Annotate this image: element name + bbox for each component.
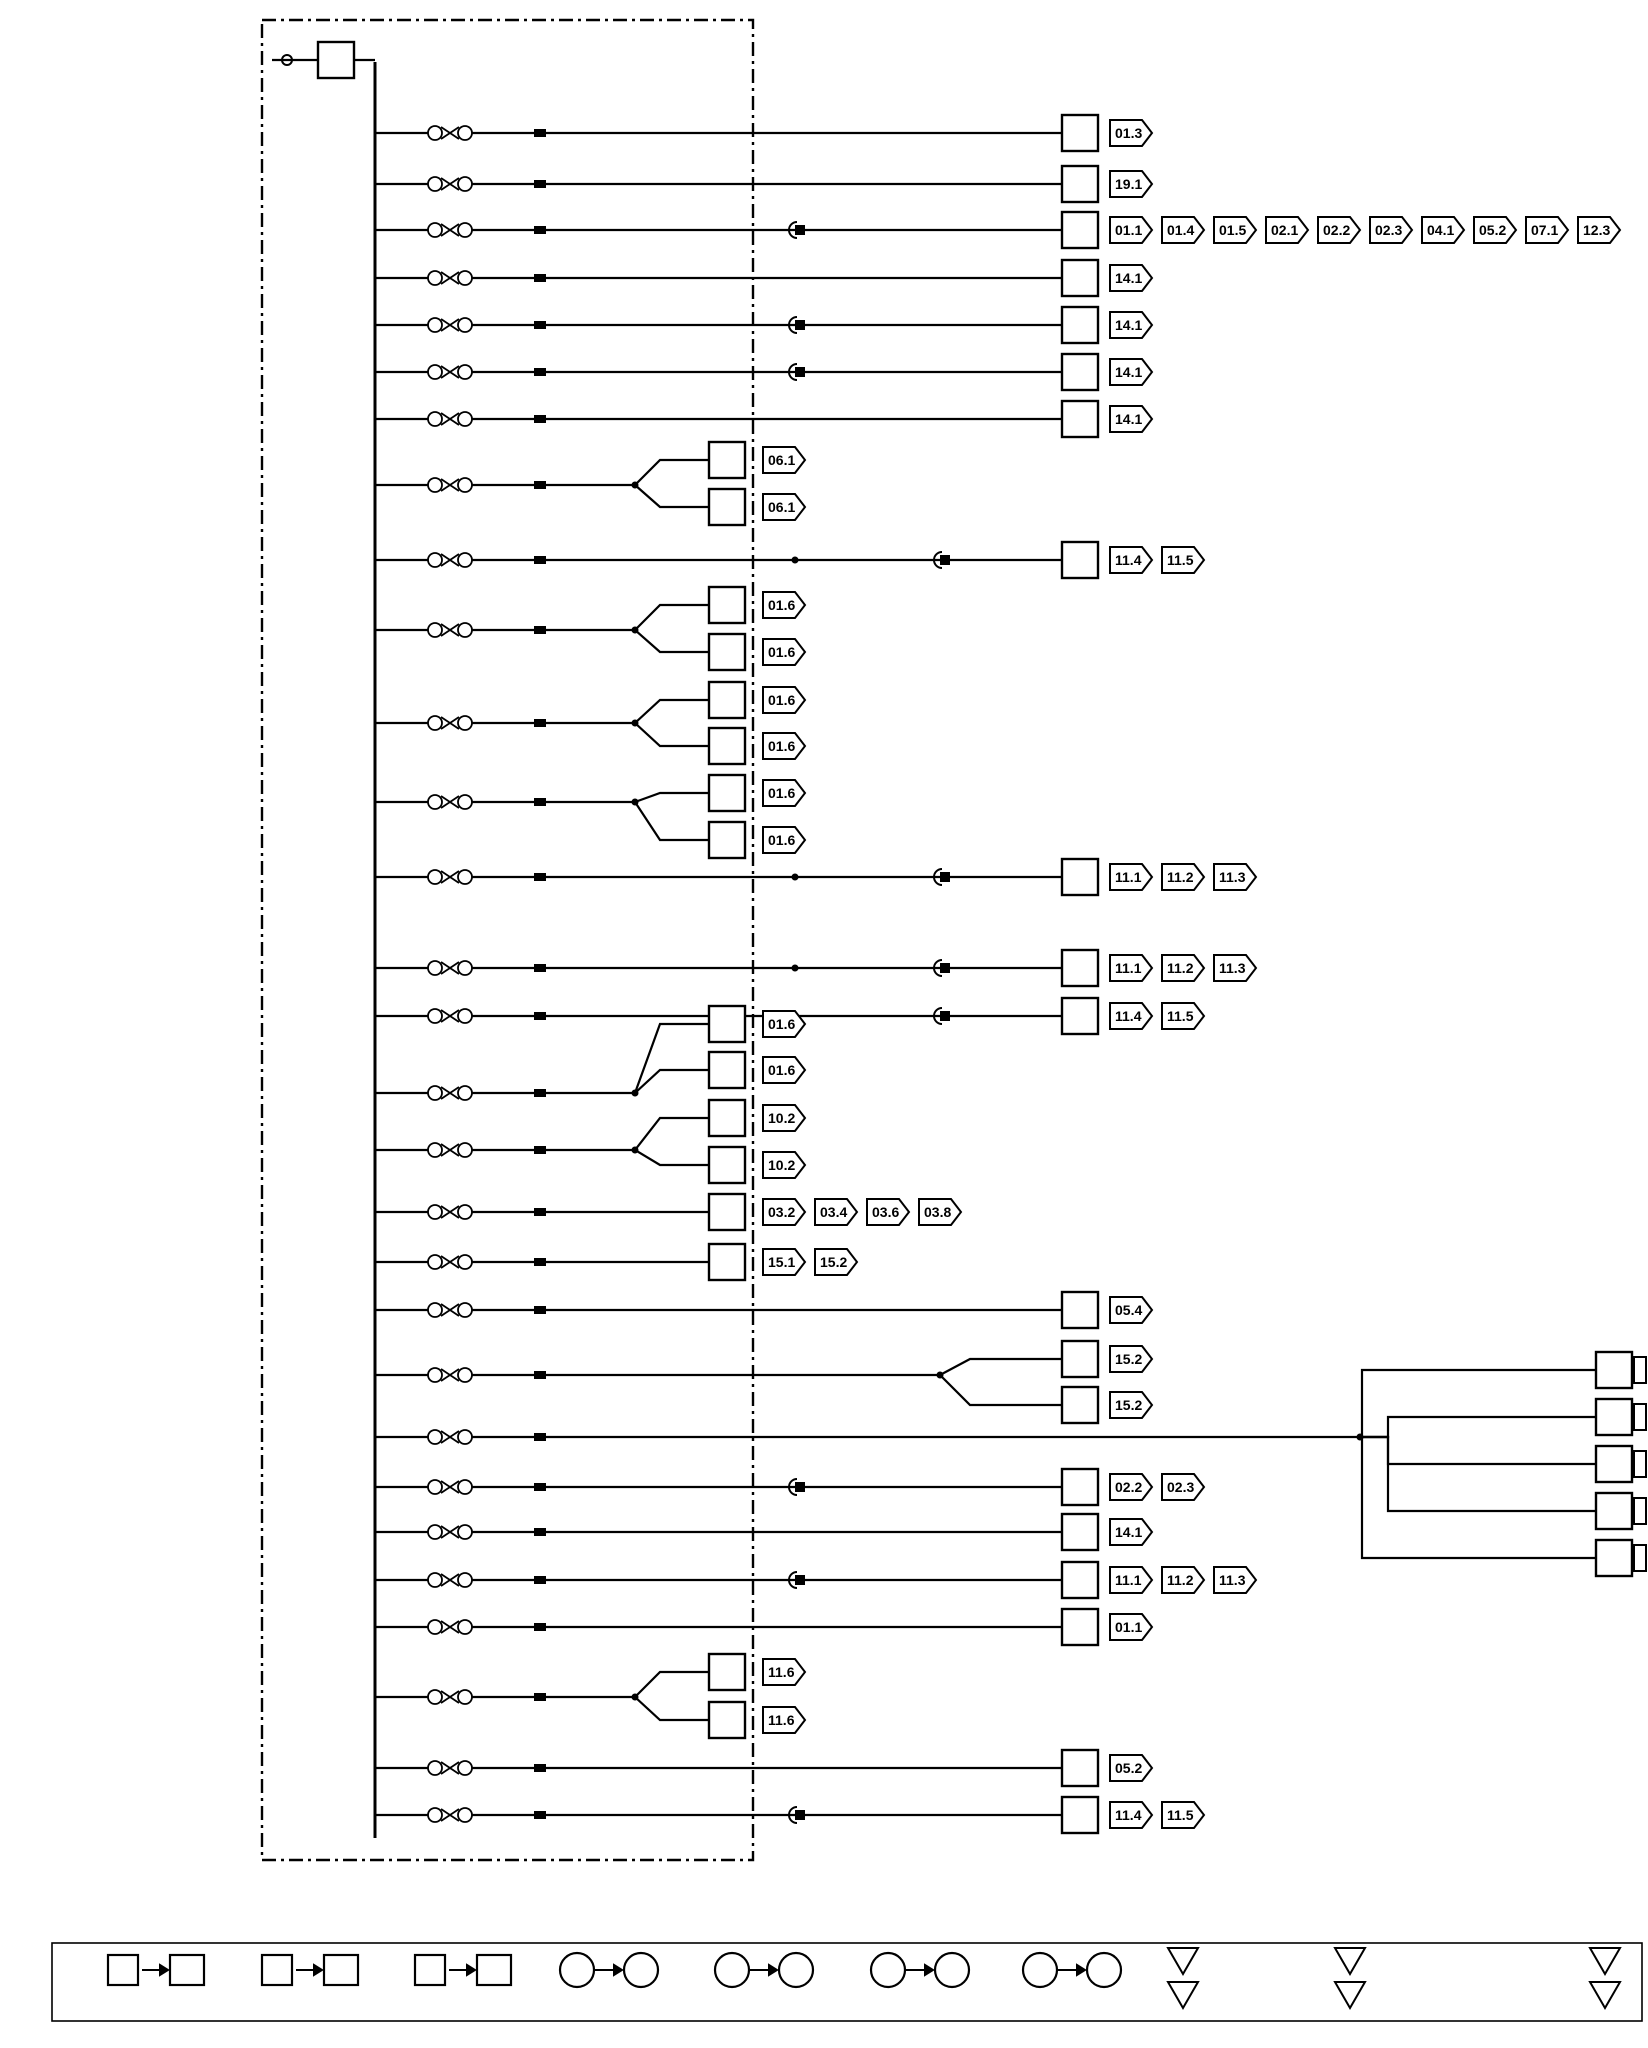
legend-from-circle [560,1953,594,1987]
fuse-left-icon [428,1009,442,1023]
node-box-box [1062,1341,1098,1377]
legend-to-box [324,1955,358,1985]
fuse-link-icon [441,224,459,236]
inline-pin-icon [940,555,950,565]
node-box-box [709,775,745,811]
ref-tag: 11.4 [1115,552,1142,568]
ref-tag: 02.3 [1167,1479,1195,1495]
fuse-link-icon [441,1809,459,1821]
fuse-left-icon [428,1808,442,1822]
branch-wire [1360,1417,1596,1437]
ref-tag: 01.6 [768,1016,796,1032]
ref-tag: 01.6 [768,785,796,801]
node-box-box [709,728,745,764]
ref-tag: 01.3 [1115,125,1143,141]
ref-tag: 10.2 [768,1110,796,1126]
ref-tag: 11.1 [1115,869,1142,885]
ref-tag: 04.1 [1427,222,1455,238]
connector-pin-icon [534,1623,546,1631]
fuse-left-icon [428,1368,442,1382]
ref-tag: 02.2 [1323,222,1351,238]
node-box-box [1062,354,1098,390]
node-box-box [709,1006,745,1042]
fuse-link-icon [441,1621,459,1633]
legend-from-box [108,1955,138,1985]
fuse-right-icon [458,623,472,637]
fuse-right-icon [458,1143,472,1157]
branch-wire [635,1118,710,1150]
node-box-box [1062,1292,1098,1328]
fuse-link-icon [441,1526,459,1538]
ref-tag: 11.2 [1167,960,1194,976]
ref-tag: 02.1 [1271,222,1299,238]
fuse-right-icon [458,177,472,191]
branch-wire [1360,1437,1596,1511]
fuse-left-icon [428,223,442,237]
node-box-box [709,489,745,525]
branch-wire [635,1150,710,1165]
ref-tag: 06.1 [768,499,796,515]
legend-from-circle [1023,1953,1057,1987]
ref-tag: 02.3 [1375,222,1403,238]
connector-pin-icon [534,1258,546,1266]
fuse-link-icon [441,1256,459,1268]
connector-pin-icon [534,274,546,282]
ref-tag: 02.2 [1115,1479,1143,1495]
connector-pin-icon [534,415,546,423]
ref-tag: 15.2 [1115,1351,1143,1367]
node-box-box [1062,166,1098,202]
ref-tag: 01.1 [1115,222,1143,238]
ref-tag-arrow [1634,1498,1646,1524]
ref-tag: 14.1 [1115,1524,1143,1540]
connector-pin-icon [534,180,546,188]
ref-tag: 11.4 [1115,1008,1142,1024]
connector-pin-icon [534,1811,546,1819]
connector-pin-icon [534,1306,546,1314]
fuse-right-icon [458,1303,472,1317]
ref-tag: 03.2 [768,1204,796,1220]
branch-wire [635,460,710,485]
connector-pin-icon [534,1371,546,1379]
branch-wire [635,605,710,630]
connector-pin-icon [534,321,546,329]
node-box-box [1062,1562,1098,1598]
ref-tag: 14.1 [1115,317,1143,333]
connector-pin-icon [534,226,546,234]
node-box-box [709,1702,745,1738]
fuse-link-icon [441,366,459,378]
ref-tag: 07.1 [1531,222,1559,238]
fuse-right-icon [458,126,472,140]
fuse-left-icon [428,412,442,426]
legend-from-box [262,1955,292,1985]
legend-to-circle [624,1953,658,1987]
branch-wire [1360,1437,1596,1464]
splice-dot-icon [792,557,799,564]
fuse-link-icon [441,272,459,284]
fuse-link-icon [441,1481,459,1493]
fuse-right-icon [458,870,472,884]
node-box-box [1596,1446,1632,1482]
branch-wire [635,793,710,802]
fuse-right-icon [458,271,472,285]
branch-wire [635,723,710,746]
splice-dot-icon [792,874,799,881]
connector-pin-icon [534,1764,546,1772]
ref-tag: 10.2 [768,1157,796,1173]
inline-pin-icon [795,1810,805,1820]
fuse-right-icon [458,1255,472,1269]
ref-tag: 03.6 [872,1204,900,1220]
fuse-link-icon [441,319,459,331]
ref-tag: 11.5 [1167,1008,1194,1024]
fuse-link-icon [441,554,459,566]
branch-wire [635,485,710,507]
branch-wire [635,1070,710,1093]
ref-tag: 15.2 [820,1254,848,1270]
fuse-right-icon [458,1761,472,1775]
node-box-box [1062,542,1098,578]
ref-tag: 15.2 [1115,1397,1143,1413]
legend-to-box [477,1955,511,1985]
fuse-link-icon [441,1087,459,1099]
connector-pin-icon [534,1483,546,1491]
ref-tag: 11.3 [1219,960,1246,976]
ref-tag: 11.5 [1167,552,1194,568]
fuse-right-icon [458,365,472,379]
inline-pin-icon [940,872,950,882]
node-box-box [1596,1540,1632,1576]
ref-tag: 01.1 [1115,1619,1143,1635]
ref-tag: 11.2 [1167,869,1194,885]
fuse-link-icon [441,717,459,729]
fuse-right-icon [458,716,472,730]
ref-tag: 14.1 [1115,270,1143,286]
inline-pin-icon [795,225,805,235]
fuse-left-icon [428,1761,442,1775]
connector-pin-icon [534,1208,546,1216]
node-box-box [1596,1493,1632,1529]
fuse-left-icon [428,1620,442,1634]
ref-tag: 11.3 [1219,1572,1246,1588]
ref-tag: 11.4 [1115,1807,1142,1823]
ref-tag-arrow [1634,1451,1646,1477]
branch-wire [635,1697,710,1720]
node-box-box [1062,1609,1098,1645]
legend-to-box [170,1955,204,1985]
legend-from-circle [715,1953,749,1987]
connector-pin-icon [534,719,546,727]
fuse-right-icon [458,1573,472,1587]
fuse-right-icon [458,1368,472,1382]
inline-pin-icon [795,1482,805,1492]
ref-tag-arrow [1634,1357,1646,1383]
inline-pin-icon [940,1011,950,1021]
ref-tag: 03.4 [820,1204,848,1220]
node-box-box [709,442,745,478]
fuse-link-icon [441,1574,459,1586]
ref-tag: 01.6 [768,832,796,848]
legend-from-box [415,1955,445,1985]
ref-tag: 14.1 [1115,411,1143,427]
fuse-left-icon [428,478,442,492]
ref-tag: 19.1 [1115,176,1143,192]
fuse-left-icon [428,177,442,191]
branch-wire [1360,1370,1596,1437]
node-box-box [1062,401,1098,437]
fuse-left-icon [428,961,442,975]
node-box-box [1062,950,1098,986]
fuse-right-icon [458,412,472,426]
fuse-box-frame [262,20,753,1860]
fuse-left-icon [428,318,442,332]
connector-pin-icon [534,1012,546,1020]
branch-wire [635,802,710,840]
ref-tag: 11.1 [1115,1572,1142,1588]
fuse-left-icon [428,1086,442,1100]
ref-tag: 11.5 [1167,1807,1194,1823]
ref-tag: 11.3 [1219,869,1246,885]
fuse-right-icon [458,1205,472,1219]
connector-pin-icon [534,1146,546,1154]
node-box-box [1062,212,1098,248]
fuse-right-icon [458,318,472,332]
connector-pin-icon [534,1693,546,1701]
connector-pin-icon [534,368,546,376]
fuse-left-icon [428,271,442,285]
branch-wire [940,1359,1062,1375]
connector-pin-icon [534,481,546,489]
node-box-box [1062,1797,1098,1833]
ref-tag: 05.4 [1115,1302,1143,1318]
ref-tag: 11.6 [768,1664,795,1680]
ref-tag: 06.1 [768,452,796,468]
node-box-box [1596,1352,1632,1388]
node-box-box [1062,859,1098,895]
ref-tag: 05.2 [1115,1760,1143,1776]
connector-pin-icon [534,798,546,806]
node-box-box [709,587,745,623]
fuse-right-icon [458,223,472,237]
ref-tag: 01.6 [768,644,796,660]
fuse-left-icon [428,126,442,140]
node-box-box [709,822,745,858]
node-box-box [709,1244,745,1280]
fuse-right-icon [458,1808,472,1822]
fuse-left-icon [428,623,442,637]
ref-tag: 01.6 [768,1062,796,1078]
node-box-box [1062,1750,1098,1786]
ref-tag: 01.4 [1167,222,1195,238]
node-box-box [1062,1387,1098,1423]
ref-tag: 01.6 [768,597,796,613]
fuse-right-icon [458,1525,472,1539]
splice-dot-icon [792,965,799,972]
fuse-right-icon [458,1620,472,1634]
fuse-link-icon [441,1691,459,1703]
connector-pin-icon [534,873,546,881]
branch-wire [635,700,710,723]
legend-to-circle [935,1953,969,1987]
fuse-right-icon [458,1480,472,1494]
fuse-right-icon [458,478,472,492]
ref-tag: 01.6 [768,738,796,754]
ref-tag: 01.6 [768,692,796,708]
fuse-left-icon [428,1690,442,1704]
legend-from-circle [871,1953,905,1987]
node-box-box [709,1147,745,1183]
fuse-left-icon [428,553,442,567]
node-box-box [1062,115,1098,151]
fuse-right-icon [458,795,472,809]
legend-to-circle [779,1953,813,1987]
fuse-link-icon [441,1304,459,1316]
fuse-right-icon [458,1086,472,1100]
fuse-left-icon [428,365,442,379]
connector-pin-icon [534,964,546,972]
fuse-link-icon [441,1206,459,1218]
branch-wire [1360,1437,1596,1558]
node-box-box [709,634,745,670]
fuse-left-icon [428,716,442,730]
fuse-right-icon [458,1009,472,1023]
ref-tag: 14.1 [1115,364,1143,380]
fuse-left-icon [428,1205,442,1219]
inline-pin-icon [940,963,950,973]
fuse-link-icon [441,479,459,491]
connector-pin-icon [534,1576,546,1584]
connector-pin-icon [534,1528,546,1536]
node-box-box [709,1100,745,1136]
branch-wire [635,1672,710,1697]
input-node-box [318,42,354,78]
node-box-box [1062,1514,1098,1550]
node-box-box [709,682,745,718]
fuse-left-icon [428,795,442,809]
fuse-link-icon [441,962,459,974]
fuse-left-icon [428,1480,442,1494]
fuse-link-icon [441,796,459,808]
branch-wire [940,1375,1062,1405]
node-box-box [1062,998,1098,1034]
fuse-link-icon [441,127,459,139]
fuse-left-icon [428,1525,442,1539]
fuse-right-icon [458,553,472,567]
ref-tag: 11.6 [768,1712,795,1728]
connector-pin-icon [534,1089,546,1097]
ref-tag-arrow [1634,1545,1646,1571]
node-box-box [709,1194,745,1230]
node-box-box [1062,307,1098,343]
fuse-link-icon [441,178,459,190]
ref-tag: 11.1 [1115,960,1142,976]
fuse-right-icon [458,1690,472,1704]
fuse-left-icon [428,1303,442,1317]
fuse-link-icon [441,1010,459,1022]
node-box-box [709,1052,745,1088]
connector-pin-icon [534,1433,546,1441]
node-box-box [1062,1469,1098,1505]
ref-tag: 12.3 [1583,222,1611,238]
ref-tag: 01.5 [1219,222,1247,238]
ref-tag: 05.2 [1479,222,1507,238]
fuse-link-icon [441,1369,459,1381]
fuse-left-icon [428,1430,442,1444]
fuse-left-icon [428,1143,442,1157]
ref-tag: 11.2 [1167,1572,1194,1588]
ref-tag-arrow [1634,1404,1646,1430]
fuse-right-icon [458,961,472,975]
fuse-link-icon [441,1431,459,1443]
inline-pin-icon [795,367,805,377]
connector-pin-icon [534,129,546,137]
branch-wire [635,630,710,652]
inline-pin-icon [795,320,805,330]
fuse-link-icon [441,1762,459,1774]
fuse-right-icon [458,1430,472,1444]
legend-to-circle [1087,1953,1121,1987]
fuse-link-icon [441,871,459,883]
node-box-box [709,1654,745,1690]
connector-pin-icon [534,556,546,564]
node-box-box [1596,1399,1632,1435]
fuse-link-icon [441,1144,459,1156]
ref-tag: 15.1 [768,1254,796,1270]
fuse-left-icon [428,1573,442,1587]
node-box-box [1062,260,1098,296]
fuse-left-icon [428,870,442,884]
fuse-link-icon [441,413,459,425]
fuse-left-icon [428,1255,442,1269]
inline-pin-icon [795,1575,805,1585]
ref-tag: 03.8 [924,1204,952,1220]
fuse-link-icon [441,624,459,636]
connector-pin-icon [534,626,546,634]
